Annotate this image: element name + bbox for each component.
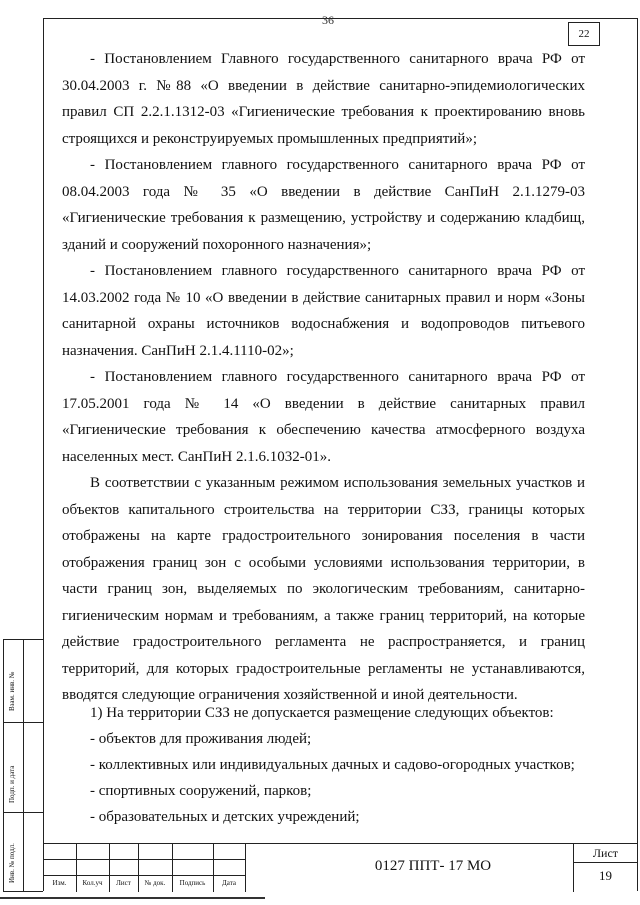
list-item: - спортивных сооружений, парков; xyxy=(90,783,312,799)
sidebar-divider xyxy=(3,891,43,892)
stamp-column-label: Дата xyxy=(222,879,236,887)
paragraph-decree-2: - Постановлением главного государственного санитарного врача РФ от 08.04.2003 года № 35 «О введении в действие СанПиН 2.1.1279-03 «Гигиенические требования к размещению, устройству и содержанию кладбищ, зданий и сооружений похоронного назначения»; xyxy=(62,157,585,253)
sidebar-divider xyxy=(3,722,43,723)
document-code: 0127 ППТ- 17 МО xyxy=(374,858,492,874)
list-item: - образовательных и детских учреждений; xyxy=(90,809,360,825)
bottom-scan-line xyxy=(0,897,265,899)
list-item: - объектов для проживания людей; xyxy=(90,731,312,747)
sheet-number: 19 xyxy=(599,868,612,883)
paragraph-restrictions-intro: 1) На территории СЗЗ не допускается размещение следующих объектов: xyxy=(90,705,554,721)
sidebar-label-vzam-inv: Взам. инв. № xyxy=(8,671,16,711)
stamp-row-line xyxy=(43,859,245,860)
title-block-stamp xyxy=(43,843,638,892)
stamp-column-label: Кол.уч xyxy=(82,879,103,887)
frame-right-border xyxy=(637,18,638,891)
sidebar-label-inv-podl: Инв. № подл. xyxy=(8,843,16,883)
approval-sidebar xyxy=(3,639,43,892)
paragraph-decree-1: - Постановлением Главного государственного санитарного врача РФ от 30.04.2003 г. №88 «О введении в действие санитарно-эпидемиологических правил СП 2.2.1.1312-03 «Гигиенические требования к проектированию вновь строящихся и реконструируемых промышленных предприятий»; xyxy=(62,51,585,147)
stamp-column-label: № док. xyxy=(144,879,166,887)
paragraph-decree-4: - Постановлением главного государственного санитарного врача РФ от 17.05.2001 года № 14 «О введении в действие санитарных правил «Гигиенические требования к обеспечению качества атмосферного воздуха населенных мест. СанПиН 2.1.6.1032-01». xyxy=(62,369,585,465)
paragraph-main: В соответствии с указанным режимом использования земельных участков и объектов капитального строительства на территории СЗЗ, границы которых отображены на карте градостроительного зонирования поселения в части отображения границ зон с особыми условиями использования территории, в части границ зон, выделяемых по экологическим требованиям, санитарно-гигиеническим нормам и требованиям, а также границ территорий, на которые действие градостроительного регламента не распространяется, и границ территорий, для которых градостроительные регламенты не устанавливаются, вводятся следующие ограничения хозяйственной и иной деятельности. xyxy=(62,475,585,703)
frame-top-border xyxy=(43,18,637,19)
stamp-column-label: Лист xyxy=(116,879,131,887)
sidebar-label-podp-data: Подп. и дата xyxy=(8,765,16,803)
sidebar-value-column xyxy=(23,639,44,892)
sidebar-divider xyxy=(3,639,43,640)
paragraph-decree-3: - Постановлением главного государственного санитарного врача РФ от 14.03.2002 года № 10 «О введении в действие санитарных правил и норм «Зоны санитарной охраны источников водоснабжения и водопроводов питьевого назначения. СанПиН 2.1.4.1110-02»; xyxy=(62,263,585,359)
sheet-label: Лист xyxy=(592,846,619,860)
page-top-number: 36 xyxy=(322,13,334,27)
corner-page-number: 22 xyxy=(568,22,600,46)
stamp-row-line xyxy=(43,875,245,876)
stamp-column-label: Подпись xyxy=(179,879,206,887)
sidebar-divider xyxy=(3,812,43,813)
stamp-column-label: Изм. xyxy=(52,879,67,887)
stamp-row-line xyxy=(573,862,638,863)
list-item: - коллективных или индивидуальных дачных и садово-огородных участков; xyxy=(90,757,575,773)
